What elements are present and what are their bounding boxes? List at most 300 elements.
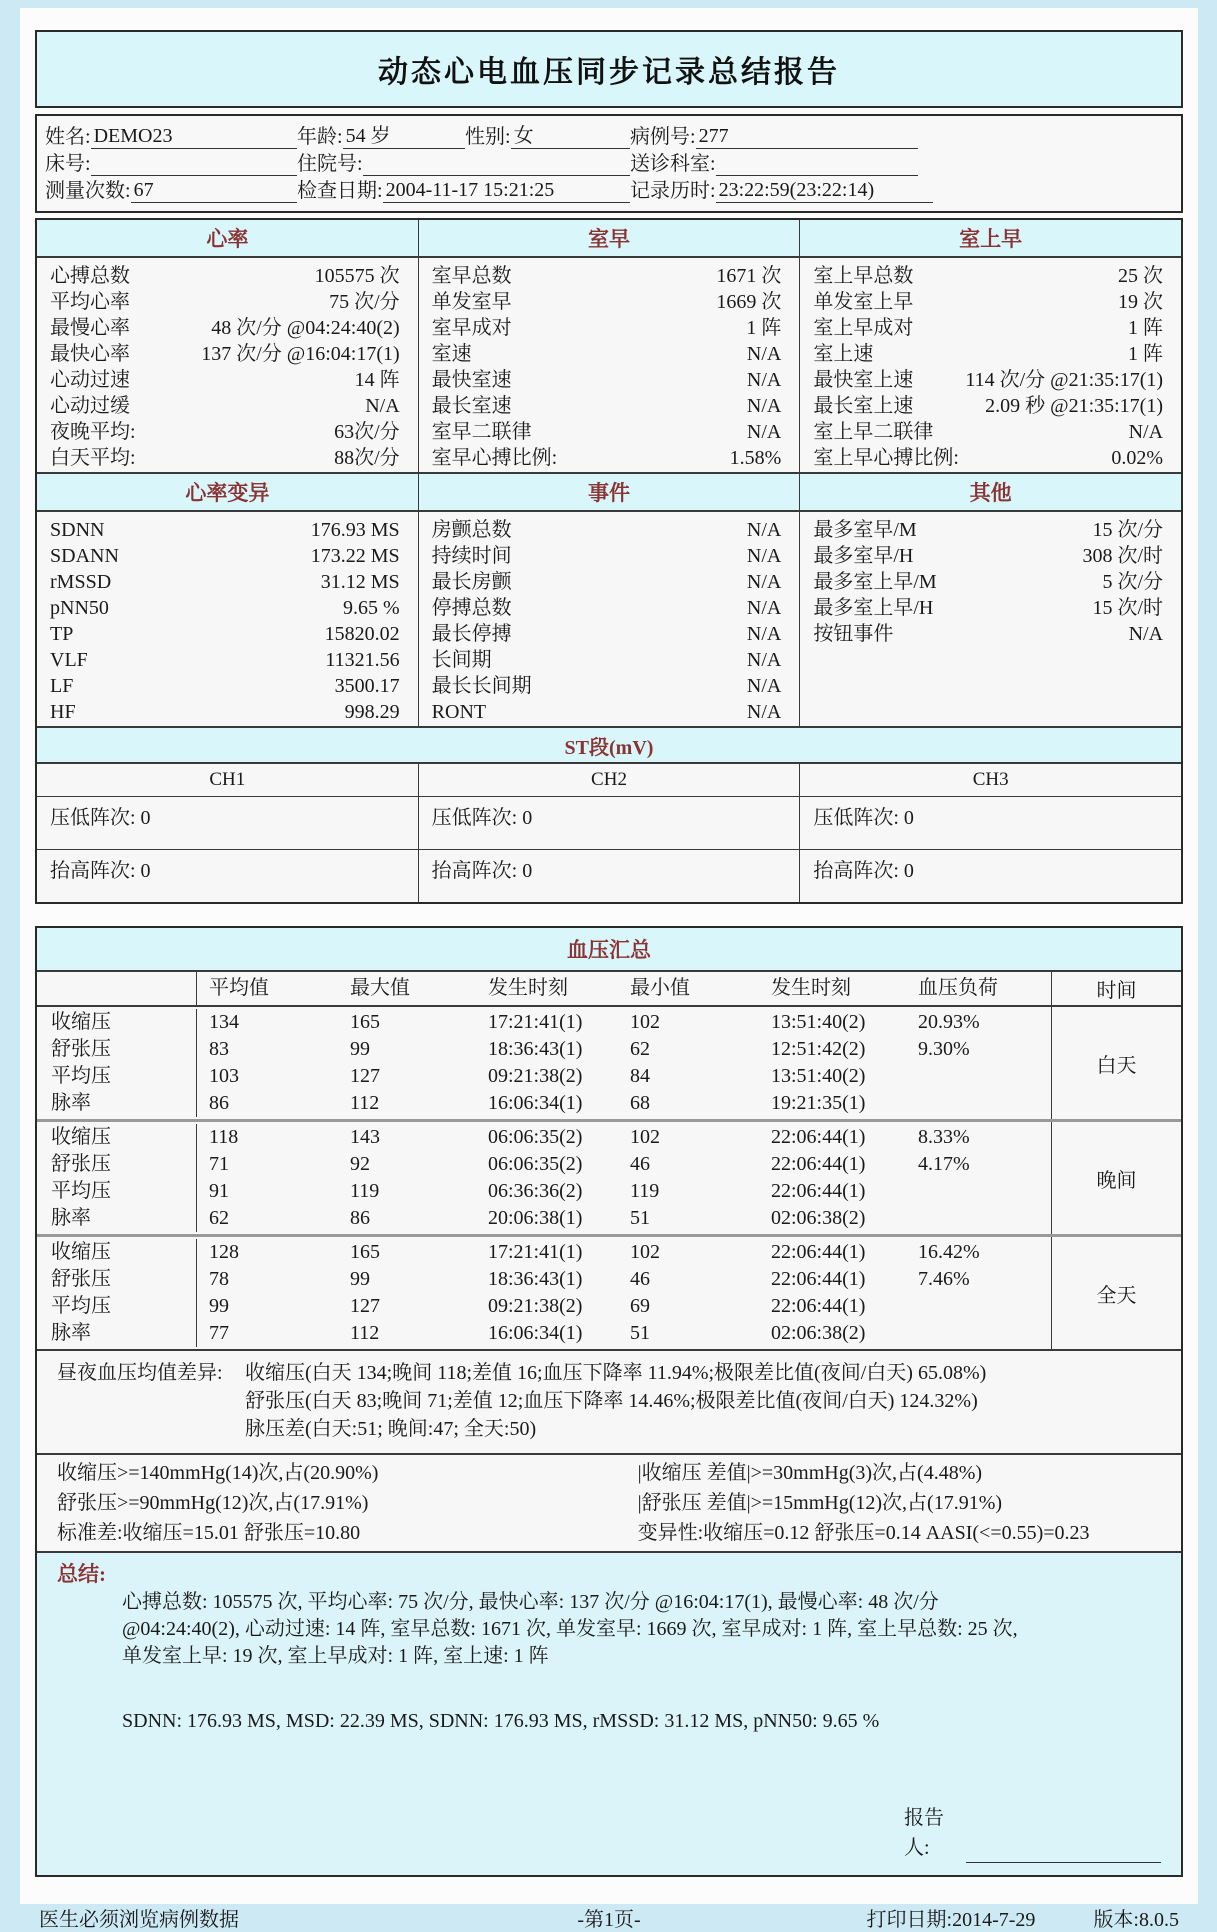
bp-param-label: 舒张压 (37, 1036, 197, 1063)
bp-data-row (37, 1063, 1051, 1090)
bp-data-cell: 119 (630, 1180, 660, 1202)
stat-label: rMSSD (50, 571, 112, 593)
bp-period-cell: 白天 (1051, 1007, 1181, 1119)
stat-label: 室上早成对 (813, 317, 914, 339)
bp-data-cell: 06:06:35(2) (488, 1126, 583, 1148)
st-row (37, 796, 1181, 849)
stat-label: 最长长间期 (431, 675, 532, 697)
patient-field (45, 174, 297, 203)
patient-field-label: 姓名: (45, 126, 91, 148)
bp-data-cell: 127 (350, 1065, 380, 1087)
stat-value: N/A (365, 395, 400, 417)
stat-row (419, 367, 800, 393)
stat-label: 持续时间 (431, 545, 512, 567)
bp-data-cell: 118 (209, 1126, 239, 1148)
bp-data-cell: 99 (350, 1038, 370, 1060)
st-rows (37, 796, 1181, 902)
stat-value: 15 次/时 (1092, 597, 1164, 619)
bp-threshold-stats-block (37, 1453, 1181, 1551)
patient-field (630, 174, 1173, 203)
bp-header-cell: 发生时刻 (488, 977, 568, 999)
patient-field-label: 住院号: (297, 153, 363, 175)
bp-data-cell: 16:06:34(1) (488, 1092, 583, 1114)
patient-field-label: 床号: (45, 153, 91, 175)
stat-label: 室上早二联律 (813, 421, 934, 443)
stat-rows (37, 258, 418, 472)
stat-label: 按钮事件 (813, 623, 894, 645)
reporter-line (57, 1803, 1161, 1863)
bp-diff-line: 脉压差(白天:51; 晚间:47; 全天:50) (245, 1418, 537, 1440)
bp-data-cell: 134 (209, 1011, 239, 1033)
stat-value: 9.65 % (343, 597, 400, 619)
bp-data-row (37, 1090, 1051, 1117)
stat-value: 63次/分 (334, 421, 400, 443)
bp-param-label: 收缩压 (37, 1239, 197, 1266)
bp-section-title: 血压汇总 (567, 938, 651, 962)
patient-field-label: 病例号: (630, 126, 696, 148)
bp-data-cell: 165 (350, 1011, 380, 1033)
bp-data-row (37, 1151, 1051, 1178)
stat-value: N/A (746, 395, 782, 417)
bp-data-cell: 18:36:43(1) (488, 1268, 583, 1290)
bp-data-cell: 02:06:38(2) (771, 1322, 866, 1344)
stat-value: 31.12 MS (320, 571, 400, 593)
bp-data-cell: 9.30% (918, 1038, 970, 1060)
stat-row (419, 647, 800, 673)
stat-label: LF (50, 675, 74, 697)
footer-notice: 医生必须浏览病例数据 (39, 1909, 239, 1931)
stat-label: SDNN (50, 519, 105, 541)
stat-row (37, 367, 418, 393)
hr-pvc-svpb-table (37, 220, 1181, 472)
stat-label: 最长停搏 (431, 623, 512, 645)
stat-value: N/A (746, 343, 782, 365)
stat-row (419, 595, 800, 621)
stat-row (419, 673, 800, 699)
stat-value: 0.02% (1111, 447, 1164, 469)
bp-diff-lines (245, 1359, 1173, 1443)
patient-field-label: 年龄: (297, 126, 343, 148)
stat-rows (800, 512, 1181, 726)
bp-header-cell: 最大值 (350, 977, 410, 999)
stat-column (37, 220, 418, 472)
bp-data-cell: 06:36:36(2) (488, 1180, 583, 1202)
patient-field-label: 送诊科室: (630, 153, 716, 175)
stat-value: 11321.56 (325, 649, 400, 671)
stat-row (800, 393, 1181, 419)
stat-row (800, 419, 1181, 445)
stat-row (800, 569, 1181, 595)
stat-row (800, 595, 1181, 621)
footer-page-number: -第1页- (577, 1909, 641, 1931)
bp-data-cell: 99 (350, 1268, 370, 1290)
stat-value: N/A (1128, 623, 1164, 645)
patient-box (35, 114, 1183, 213)
bp-data-cell: 69 (630, 1295, 650, 1317)
st-row (37, 849, 1181, 902)
bp-data-cell: 13:51:40(2) (771, 1065, 866, 1087)
bp-data-cell: 17:21:41(1) (488, 1011, 583, 1033)
bp-data-cell: 68 (630, 1092, 650, 1114)
bp-header-cell: 最小值 (630, 977, 690, 999)
bp-header-cell: 血压负荷 (918, 977, 998, 999)
bp-data-cell: 17:21:41(1) (488, 1241, 583, 1263)
bp-data-cell: 102 (630, 1011, 660, 1033)
bp-daynight-diff (57, 1359, 1173, 1443)
patient-field-value: 2004-11-17 15:21:25 (383, 179, 630, 203)
stat-label: TP (50, 623, 74, 645)
bp-data-row (37, 1205, 1051, 1232)
summary-line: 心搏总数: 105575 次, 平均心率: 75 次/分, 最快心率: 137 次/分 @16:04:17(1), 最慢心率: 48 次/分 (122, 1591, 939, 1613)
stat-rows (37, 512, 418, 726)
stat-label: 最长室速 (431, 395, 512, 417)
bp-data-cell: 84 (630, 1065, 650, 1087)
stat-row (419, 445, 800, 471)
bp-section-header (37, 928, 1181, 972)
stat-value: 998.29 (344, 701, 400, 723)
stat-row (419, 419, 800, 445)
stat-value: 1 阵 (1128, 343, 1164, 365)
stat-value: 5 次/分 (1102, 571, 1164, 593)
stat-label: 室上早心搏比例: (813, 447, 959, 469)
stat-row (37, 517, 418, 543)
patient-field (297, 147, 630, 176)
patient-field-value (91, 152, 297, 176)
stat-row (800, 543, 1181, 569)
stat-value: N/A (746, 421, 782, 443)
bp-data-cell: 13:51:40(2) (771, 1011, 866, 1033)
patient-field-value: 23:22:59(23:22:14) (716, 179, 933, 203)
stat-label: 最多室上早/M (813, 571, 937, 593)
bp-groups (37, 1007, 1181, 1349)
hrv-event-other-table (37, 472, 1181, 726)
patient-field-value: 54 岁 (343, 119, 465, 149)
bp-data-cell (906, 1205, 1051, 1232)
summary-paragraph (122, 1589, 1161, 1670)
reporter-label: 报告人: (904, 1807, 944, 1859)
stat-row (419, 517, 800, 543)
bp-param-label: 收缩压 (37, 1124, 197, 1151)
paper-sheet (20, 8, 1198, 1931)
patient-field-value: DEMO23 (91, 125, 297, 149)
st-cell-value: 抬高阵次: 0 (50, 860, 151, 882)
summary-sdnn-line: SDNN: 176.93 MS, MSD: 22.39 MS, SDNN: 176.93 MS, rMSSD: 31.12 MS, pNN50: 9.65 % (122, 1710, 880, 1732)
stat-column-header: 室上早 (800, 220, 1181, 258)
bp-stat-right: |收缩压 差值|>=30mmHg(3)次,占(4.48%) (637, 1462, 983, 1484)
footer-right-group (719, 1903, 1179, 1932)
bp-data-cell: 7.46% (918, 1268, 970, 1290)
summary-line: 单发室上早: 19 次, 室上早成对: 1 阵, 室上速: 1 阵 (122, 1645, 549, 1667)
stat-row (800, 517, 1181, 543)
bp-data-cell: 22:06:44(1) (771, 1268, 866, 1290)
st-cell-value: 抬高阵次: 0 (799, 850, 1181, 902)
bp-data-cell: 112 (350, 1092, 380, 1114)
bp-stat-right: |舒张压 差值|>=15mmHg(12)次,占(17.91%) (637, 1492, 1003, 1514)
bp-diff-label: 昼夜血压均值差异: (57, 1362, 223, 1384)
bp-data-cell: 99 (209, 1295, 229, 1317)
bp-group (37, 1119, 1181, 1234)
summary-section (37, 1551, 1181, 1875)
stat-column-header: 其他 (800, 474, 1181, 512)
stat-row (37, 263, 418, 289)
patient-field (630, 147, 1173, 176)
patient-field-label: 检查日期: (297, 180, 383, 202)
stat-row (800, 263, 1181, 289)
st-channel-label: CH2 (418, 764, 800, 796)
stat-label: 最多室上早/H (813, 597, 934, 619)
st-channel-label: CH3 (799, 764, 1181, 796)
st-cell-value: 压低阵次: 0 (50, 807, 151, 829)
bp-data-cell: 83 (209, 1038, 229, 1060)
stat-row (419, 393, 800, 419)
st-section (37, 726, 1181, 902)
stat-row (37, 419, 418, 445)
bp-group (37, 1007, 1181, 1119)
bp-data-row (37, 1266, 1051, 1293)
bp-data-row (37, 1178, 1051, 1205)
bp-data-cell: 78 (209, 1268, 229, 1290)
bp-period-cell: 晚间 (1051, 1122, 1181, 1234)
bp-data-cell: 09:21:38(2) (488, 1295, 583, 1317)
bp-data-cell: 22:06:44(1) (771, 1241, 866, 1263)
stat-label: 最长室上速 (813, 395, 914, 417)
bp-stat-left: 舒张压>=90mmHg(12)次,占(17.91%) (57, 1492, 369, 1514)
bp-data-cell: 02:06:38(2) (771, 1207, 866, 1229)
stat-row (419, 543, 800, 569)
stat-value: 137 次/分 @16:04:17(1) (201, 343, 400, 365)
stat-row (37, 595, 418, 621)
patient-field (630, 120, 1173, 149)
st-section-title: ST段(mV) (564, 736, 654, 759)
stat-label: 室上速 (813, 343, 874, 365)
stat-row (419, 699, 800, 725)
page-title: 动态心电血压同步记录总结报告 (378, 56, 840, 89)
bp-data-cell: 62 (630, 1038, 650, 1060)
st-channel-label: CH1 (209, 769, 246, 790)
patient-field (297, 119, 465, 149)
bp-header-cell: 平均值 (209, 977, 269, 999)
patient-row (45, 122, 1173, 149)
stat-row (37, 647, 418, 673)
bp-data-cell: 20:06:38(1) (488, 1207, 583, 1229)
report-content (20, 30, 1198, 1932)
bp-header-row (37, 972, 1051, 1005)
summary-line: @04:24:40(2), 心动过速: 14 阵, 室早总数: 1671 次, 单发室早: 1669 次, 室早成对: 1 阵, 室上早总数: 25 次, (122, 1618, 1018, 1640)
stat-row (419, 315, 800, 341)
bp-data-cell: 22:06:44(1) (771, 1180, 866, 1202)
bp-header-cells (37, 972, 1051, 1005)
bp-param-label: 平均压 (37, 1178, 197, 1205)
bp-data-cell: 86 (209, 1092, 229, 1114)
stat-value: 1 阵 (1128, 317, 1164, 339)
stat-label: 心搏总数 (50, 265, 130, 287)
stat-row (419, 341, 800, 367)
stat-label: 夜晚平均: (50, 421, 136, 443)
bp-data-row (37, 1124, 1051, 1151)
stat-row (37, 699, 418, 725)
stat-label: 室早总数 (431, 265, 512, 287)
bp-header-cell: 发生时刻 (771, 977, 851, 999)
st-section-header (37, 726, 1181, 764)
stat-column-header: 室早 (419, 220, 800, 258)
stat-row (37, 569, 418, 595)
bp-data-cell: 46 (630, 1153, 650, 1175)
patient-row (45, 176, 1173, 203)
bp-data-cell: 4.17% (918, 1153, 970, 1175)
bp-data-cell: 09:21:38(2) (488, 1065, 583, 1087)
stat-label: pNN50 (50, 597, 109, 619)
bp-stat-left: 标准差:收缩压=15.01 舒张压=10.80 (57, 1522, 361, 1544)
stat-value: 3500.17 (334, 675, 400, 697)
bp-data-cell: 16:06:34(1) (488, 1322, 583, 1344)
bp-data-cell: 77 (209, 1322, 229, 1344)
stat-row (419, 569, 800, 595)
bp-group-rows (37, 1007, 1051, 1119)
bp-data-cell: 103 (209, 1065, 239, 1087)
bp-daynight-diff-block (37, 1349, 1181, 1453)
bp-data-row (37, 1009, 1051, 1036)
stat-label: SDANN (50, 545, 119, 567)
stat-value: N/A (746, 519, 782, 541)
bp-data-cell (906, 1090, 1051, 1117)
bp-data-row (37, 1293, 1051, 1320)
bp-group-rows (37, 1122, 1051, 1234)
bp-data-cell: 20.93% (918, 1011, 980, 1033)
patient-field (45, 147, 297, 176)
stat-row (37, 393, 418, 419)
stat-value: N/A (746, 623, 782, 645)
stat-row (419, 621, 800, 647)
stat-label: 最长房颤 (431, 571, 512, 593)
bp-data-cell: 51 (630, 1322, 650, 1344)
footer-print-date: 打印日期:2014-7-29 (866, 1909, 1036, 1931)
bp-diff-line: 舒张压(白天 83;晚间 71;差值 12;血压下降率 14.46%;极限差比值(夜间/白天) 124.32%) (245, 1390, 978, 1412)
stat-column-header: 心率变异 (37, 474, 418, 512)
stat-label: HF (50, 701, 76, 723)
stat-label: 单发室上早 (813, 291, 914, 313)
bp-box (35, 926, 1183, 1877)
stat-column (799, 220, 1181, 472)
stat-label: 平均心率 (50, 291, 130, 313)
stat-value: 114 次/分 @21:35:17(1) (965, 369, 1164, 391)
patient-field-value (363, 152, 630, 176)
st-channel-header-row (37, 764, 1181, 796)
bp-data-cell: 102 (630, 1241, 660, 1263)
stat-value: N/A (746, 545, 782, 567)
stat-rows (419, 258, 800, 472)
bp-param-label: 舒张压 (37, 1266, 197, 1293)
bp-param-label: 脉率 (37, 1205, 197, 1232)
stat-row (800, 621, 1181, 647)
stat-label: 单发室早 (431, 291, 512, 313)
bp-data-row (37, 1320, 1051, 1347)
stat-row (37, 673, 418, 699)
st-cell-value: 抬高阵次: 0 (418, 850, 800, 902)
bp-data-row (37, 1036, 1051, 1063)
stat-value: 1.58% (729, 447, 782, 469)
bp-data-cell: 62 (209, 1207, 229, 1229)
stat-value: N/A (746, 571, 782, 593)
bp-data-cell (906, 1063, 1051, 1090)
bp-data-cell: 143 (350, 1126, 380, 1148)
bp-param-label: 平均压 (37, 1063, 197, 1090)
bp-group-rows (37, 1237, 1051, 1349)
bp-data-row (37, 1239, 1051, 1266)
stat-label: 房颤总数 (431, 519, 512, 541)
stat-column (418, 474, 800, 726)
patient-field-value: 女 (511, 119, 630, 149)
bp-data-cell: 16.42% (918, 1241, 980, 1263)
summary-label: 总结: (57, 1562, 106, 1586)
stat-label: 最慢心率 (50, 317, 130, 339)
patient-field (465, 119, 630, 149)
stat-label: 室早成对 (431, 317, 512, 339)
stat-rows (800, 258, 1181, 472)
bp-data-cell (906, 1320, 1051, 1347)
stat-row (800, 315, 1181, 341)
patient-field-value: 277 (696, 125, 918, 149)
bp-stat-left: 收缩压>=140mmHg(14)次,占(20.90%) (57, 1462, 379, 1484)
bp-param-label: 脉率 (37, 1090, 197, 1117)
stat-value: 75 次/分 (329, 291, 400, 313)
stat-label: RONT (431, 701, 487, 723)
stat-value: 15 次/分 (1092, 519, 1164, 541)
bp-diff-line: 收缩压(白天 134;晚间 118;差值 16;血压下降率 11.94%;极限差比值(夜间/白天) 65.08%) (245, 1362, 987, 1384)
bp-data-cell: 128 (209, 1241, 239, 1263)
stat-value: N/A (746, 701, 782, 723)
stat-value: 88次/分 (334, 447, 400, 469)
stat-column-header: 心率 (37, 220, 418, 258)
stat-value: 15820.02 (324, 623, 400, 645)
bp-data-cell: 71 (209, 1153, 229, 1175)
page-footer (35, 1903, 1183, 1932)
stat-label: 白天平均: (50, 447, 136, 469)
stat-value: N/A (746, 369, 782, 391)
stat-label: 停搏总数 (431, 597, 512, 619)
patient-field (45, 120, 297, 149)
patient-field (297, 174, 630, 203)
bp-data-cell: 46 (630, 1268, 650, 1290)
stat-label: 室早心搏比例: (431, 447, 558, 469)
stat-row (37, 315, 418, 341)
stat-label: 室上早总数 (813, 265, 914, 287)
patient-row (45, 149, 1173, 176)
stat-value: 14 阵 (354, 369, 400, 391)
stat-label: 心动过速 (50, 369, 130, 391)
stat-row (37, 341, 418, 367)
bp-column-header-row (37, 972, 1181, 1007)
bp-param-label: 舒张压 (37, 1151, 197, 1178)
bp-data-cell: 86 (350, 1207, 370, 1229)
stat-row (800, 367, 1181, 393)
st-cell-value: 压低阵次: 0 (418, 797, 800, 849)
stat-value: N/A (746, 649, 782, 671)
stat-row (800, 445, 1181, 471)
bp-param-label: 脉率 (37, 1320, 197, 1347)
bp-data-cell: 22:06:44(1) (771, 1153, 866, 1175)
bp-data-cell (906, 1293, 1051, 1320)
stat-row (37, 621, 418, 647)
stat-label: 室早二联律 (431, 421, 532, 443)
bp-data-cell: 91 (209, 1180, 229, 1202)
stat-value: 2.09 秒 @21:35:17(1) (985, 395, 1164, 417)
bp-time-header: 时间 (1051, 972, 1181, 1005)
stat-value: N/A (746, 675, 782, 697)
footer-version: 版本:8.0.5 (1093, 1909, 1179, 1931)
bp-param-label: 平均压 (37, 1293, 197, 1320)
stat-label: 最快心率 (50, 343, 130, 365)
bp-threshold-stats (37, 1458, 1181, 1548)
